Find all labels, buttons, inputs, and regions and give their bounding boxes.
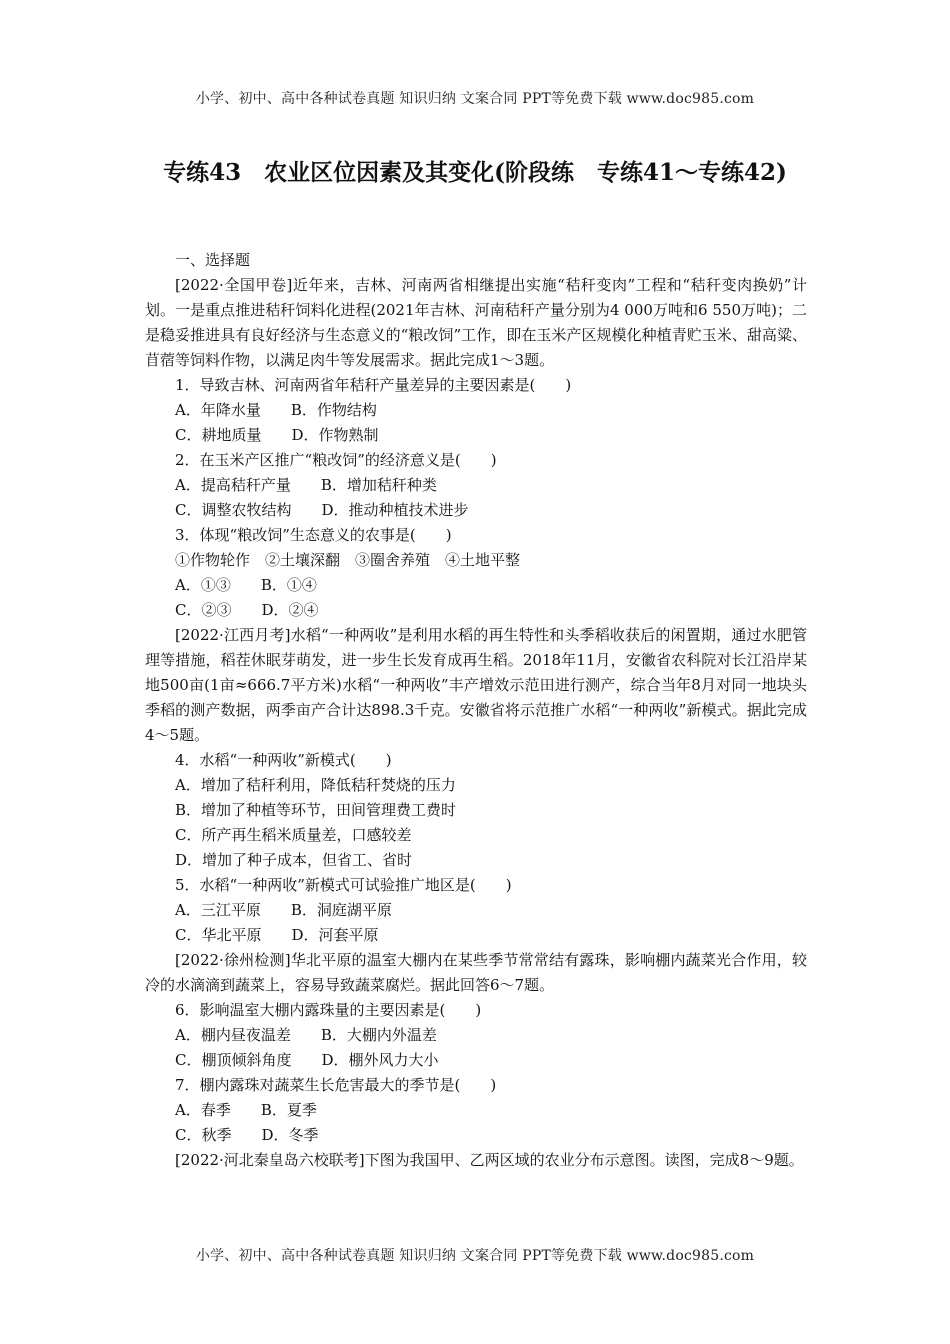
question-2-options-cd: C．调整农牧结构 D．推动种植技术进步 — [175, 501, 469, 519]
question-4-option-a: A．增加了秸秆利用，降低秸秆焚烧的压力 — [175, 776, 456, 794]
document-body — [145, 248, 807, 1173]
question-2: 2．在玉米产区推广“粮改饲”的经济意义是( ) — [175, 451, 497, 469]
passage-2: [2022·江西月考]水稻“一种两收”是利用水稻的再生特性和头季稻收获后的闲置期，通过水肥管理等措施，稻茬休眠芽萌发，进一步生长发育成再生稻。2018年11月，安徽省农科院对长江沿岸某地500亩(1亩≈666.7平方米)水稻“一种两收”丰产增效示范田进行测产，综合当年8月对同一地块头季稻的测产数据，两季亩产合计达898.3千克。安徽省将示范推广水稻“一种两收”新模式。据此完成4～5题。 — [145, 626, 807, 744]
question-3-items: ①作物轮作 ②土壤深翻 ③圈舍养殖 ④土地平整 — [175, 551, 521, 569]
page-title: 专练43 农业区位因素及其变化(阶段练 专练41～专练42) — [163, 159, 787, 186]
passage-1: [2022·全国甲卷]近年来，吉林、河南两省相继提出实施“秸秆变肉”工程和“秸秆变肉换奶”计划。一是重点推进秸秆饲料化进程(2021年吉林、河南秸秆产量分别为4 000万吨和6 550万吨)；二是稳妥推进具有良好经济与生态意义的“粮改饲”工作，即在玉米产区规模化种植青贮玉米、甜高粱、苜蓿等饲料作物，以满足肉牛等发展需求。据此完成1～3题。 — [145, 276, 807, 369]
question-5-options-cd: C．华北平原 D．河套平原 — [175, 926, 379, 944]
page-header: 小学、初中、高中各种试卷真题 知识归纳 文案合同 PPT等免费下载 www.doc985.com — [195, 91, 755, 107]
question-7: 7．棚内露珠对蔬菜生长危害最大的季节是( ) — [175, 1076, 497, 1094]
question-7-options-ab: A．春季 B．夏季 — [175, 1101, 317, 1119]
passage-4: [2022·河北秦皇岛六校联考]下图为我国甲、乙两区域的农业分布示意图。读图，完成8～9题。 — [175, 1151, 804, 1169]
question-4-option-b: B．增加了种植等环节，田间管理费工费时 — [175, 801, 457, 819]
question-3-options-ab: A．①③ B．①④ — [175, 576, 317, 594]
question-4-option-d: D．增加了种子成本，但省工、省时 — [175, 851, 413, 869]
section-heading: 一、选择题 — [175, 251, 251, 269]
question-3: 3．体现“粮改饲”生态意义的农事是( ) — [175, 526, 452, 544]
passage-3: [2022·徐州检测]华北平原的温室大棚内在某些季节常常结有露珠，影响棚内蔬菜光合作用，较冷的水滴滴到蔬菜上，容易导致蔬菜腐烂。据此回答6～7题。 — [145, 951, 807, 994]
question-6: 6．影响温室大棚内露珠量的主要因素是( ) — [175, 1001, 482, 1019]
question-6-options-cd: C．棚顶倾斜角度 D．棚外风力大小 — [175, 1051, 439, 1069]
question-4: 4．水稻“一种两收”新模式( ) — [175, 751, 392, 769]
question-4-option-c: C．所产再生稻米质量差，口感较差 — [175, 826, 412, 844]
question-5: 5．水稻“一种两收”新模式可试验推广地区是( ) — [175, 876, 512, 894]
question-2-options-ab: A．提高秸秆产量 B．增加秸秆种类 — [175, 476, 437, 494]
question-1-options-cd: C．耕地质量 D．作物熟制 — [175, 426, 379, 444]
question-5-options-ab: A．三江平原 B．洞庭湖平原 — [175, 901, 392, 919]
question-1-options-ab: A．年降水量 B．作物结构 — [175, 401, 377, 419]
question-6-options-ab: A．棚内昼夜温差 B．大棚内外温差 — [175, 1026, 437, 1044]
question-7-options-cd: C．秋季 D．冬季 — [175, 1126, 319, 1144]
page-footer: 小学、初中、高中各种试卷真题 知识归纳 文案合同 PPT等免费下载 www.doc985.com — [195, 1248, 755, 1264]
question-3-options-cd: C．②③ D．②④ — [175, 601, 319, 619]
question-1: 1．导致吉林、河南两省年秸秆产量差异的主要因素是( ) — [175, 376, 572, 394]
